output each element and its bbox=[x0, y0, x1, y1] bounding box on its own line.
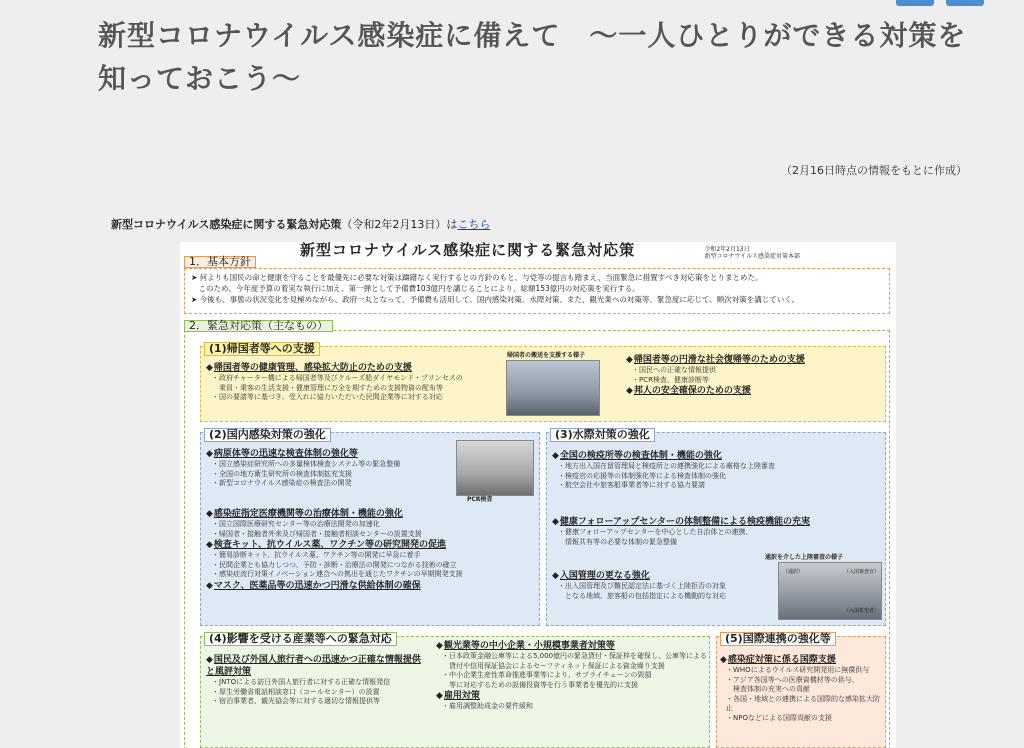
testing-system-item: ・新型コロナウイルス感染症の検査法の開発 bbox=[212, 479, 352, 487]
panel-international-cooperation-title: (5)国際連携の強化等 bbox=[720, 632, 836, 646]
medical-institution-item: ・国立国際医療研究センター等の治療法開発の加速化 bbox=[212, 520, 380, 528]
sme-support-item: 貸付や信用保証協会によるセーフティネット保証による資金繰り支援 bbox=[442, 661, 665, 670]
returnee-health-item: 乗員・乗客の生活支援・健康管理に万全を期すための支援物資の配布等 bbox=[212, 383, 443, 392]
international-support-item: ・アジア各国等への医療資機材等の供与、 bbox=[726, 675, 859, 684]
medical-institution-block bbox=[206, 508, 536, 592]
link-line-bold: 新型コロナウイルス感染症に関する緊急対応策 bbox=[111, 218, 342, 231]
testing-system-item: ・国立感染症研究所への多量検体検査システム等の緊急整備 bbox=[212, 460, 401, 468]
international-support-item: ・各国・地域との連携による国際的な感染拡大防止 bbox=[726, 694, 880, 712]
followup-center-heading: ◆ 健康フォローアップセンターの体制整備による検疫機能の充実 bbox=[552, 516, 884, 528]
information-provision-heading: ◆ 国民及び外国人旅行者への迅速かつ正確な情報提供と風評対策 bbox=[206, 654, 428, 678]
basic-policy-line: ➤ 今後も、事態の状況変化を見極めながら、政府一丸となって、予備費も活用して、国内感染対策、水際対策、また、観光業への対策等、緊急度に応じて、順次対策を講じていく。 bbox=[191, 295, 800, 304]
followup-center-block bbox=[552, 516, 884, 547]
international-support-item: ・WHOによるウイルス研究開発用に無償供与 bbox=[726, 666, 870, 674]
quarantine-item: ・検疫官の応援等の体制強化等による検査体制の強化 bbox=[558, 471, 726, 480]
employment-item: ・雇用調整助成金の要件緩和 bbox=[442, 702, 533, 710]
citizen-safety-heading: ◆ 邦人の安全確保のための支援 bbox=[626, 385, 884, 397]
immigration-control-heading: ◆ 入国管理の更なる強化 bbox=[552, 570, 778, 582]
returnee-transport-photo bbox=[506, 352, 600, 416]
returnee-reintegration-block bbox=[626, 354, 884, 397]
basic-policy-line: ➤ 何よりも国民の命と健康を守ることを最優先に必要な対策は躊躇なく実行するとの方針のもと、与党等の提言も踏まえ、当面緊急に措置すべき対応策をとりまとめた。 bbox=[191, 273, 763, 282]
panel-industry-response-title: (4)影響を受ける産業等への緊急対応 bbox=[204, 632, 397, 646]
doc-title: 新型コロナウイルス感染症に関する緊急対応策 bbox=[300, 242, 636, 259]
international-support-block bbox=[720, 654, 884, 723]
doc-date-line1: 令和2年2月13日 bbox=[704, 246, 750, 253]
research-development-heading: ◆ 検査キット、抗ウイルス薬、ワクチン等の研究開発の促進 bbox=[206, 539, 536, 551]
emergency-measures-link-line bbox=[111, 216, 490, 232]
immigration-review-photo bbox=[765, 554, 882, 620]
international-support-item: 検査体制の充実への貢献 bbox=[726, 685, 810, 693]
basic-policy-label: 1．基本方針 bbox=[184, 256, 256, 268]
top-buttons bbox=[896, 0, 984, 6]
information-provision-item: ・宿泊事業者、観光協会等に対する適切な情報提供等 bbox=[212, 697, 380, 705]
panel-returnee-support-title: (1)帰国者等への支援 bbox=[204, 342, 320, 356]
returnee-reintegration-item: ・国民への正確な情報提供 bbox=[632, 366, 716, 374]
returnee-reintegration-item: ・PCR検査、健康診断等 bbox=[632, 375, 709, 384]
pcr-photo-caption: PCR検査 bbox=[467, 496, 493, 503]
research-development-item: ・簡易診断キット、抗ウイルス薬、ワクチン等の開発に早急に着手 bbox=[212, 551, 421, 559]
testing-system-block bbox=[206, 448, 456, 489]
immigration-control-item: ・出入国管理及び難民認定法に基づく上陸拒否の対象 bbox=[558, 582, 726, 590]
testing-system-heading: ◆ 病原体等の迅速な検査体制の強化等 bbox=[206, 448, 456, 460]
link-line-prefix: は bbox=[446, 218, 458, 231]
print-button[interactable] bbox=[946, 0, 984, 6]
basic-policy-line: このため、今年度予算の着実な執行に加え、第一弾として予備費103億円を講じることにより、総額153億円の対応策を実行する。 bbox=[191, 284, 640, 293]
followup-center-item: ・健康フォローアップセンターを中心とした自治体との連携、 bbox=[558, 528, 753, 536]
returnee-health-item: ・国の要請等に基づき、受入れに協力いただいた民間企業等に対する対応 bbox=[212, 393, 443, 401]
sme-support-item: ・日本政策金融公庫等による5,000億円の緊急貸付・保証枠を確保し、公庫等による bbox=[442, 652, 708, 660]
followup-center-item: 情報共有等の必要な体制の緊急整備 bbox=[558, 537, 677, 546]
research-development-item: ・民間企業とも協力しつつ、予防・診断・治療法の開発につながる技術の確立 bbox=[212, 560, 457, 569]
sme-support-item: ・中小企業生産性革命推進事業等により、サプライチェーンの毀損 bbox=[442, 671, 652, 679]
emergency-measures-label: 2．緊急対応策（主なもの） bbox=[184, 320, 333, 332]
quarantine-heading: ◆ 全国の検疫所等の検査体制・機能の強化 bbox=[552, 450, 884, 462]
doc-date bbox=[704, 246, 800, 260]
pcr-test-photo bbox=[456, 440, 534, 503]
sme-support-block bbox=[436, 640, 708, 712]
basic-policy-box bbox=[184, 268, 890, 314]
quarantine-block bbox=[552, 450, 884, 491]
research-development-item: ・感染症流行対策イノベーション連合への拠出を通じたワクチンの早期開発支援 bbox=[212, 570, 463, 578]
here-link[interactable]: こちら bbox=[457, 218, 491, 231]
panel-domestic-measures-title: (2)国内感染対策の強化 bbox=[204, 428, 331, 442]
sme-support-item: 等に対応するための設備投資等を行う事業者を優先的に支援 bbox=[442, 680, 638, 689]
immigration-photo-caption: 通訳を介した上陸審査の様子 bbox=[765, 554, 844, 561]
employment-heading: ◆ 雇用対策 bbox=[436, 690, 708, 702]
as-of-note: （2月16日時点の情報をもとに作成） bbox=[781, 164, 967, 177]
returnee-reintegration-heading: ◆ 帰国者等の円滑な社会復帰等のための支援 bbox=[626, 354, 884, 366]
quarantine-item: ・地方出入国在留管理局と検疫所との連携強化による厳格な上陸審査 bbox=[558, 462, 775, 470]
information-provision-block bbox=[206, 654, 428, 707]
medical-institution-item: ・帰国者・接触者外来及び帰国者・接触者相談センターの設置支援 bbox=[212, 529, 422, 538]
information-provision-item: ・JNTOによる訪日外国人旅行者に対する正確な情報発信 bbox=[212, 678, 391, 686]
returnee-health-block bbox=[206, 362, 506, 403]
emergency-measures-document-image bbox=[180, 242, 896, 748]
doc-date-line2: 新型コロナウイルス感染症対策本部 bbox=[704, 253, 800, 260]
sme-support-heading: ◆ 観光業等の中小企業・小規模事業者対策等 bbox=[436, 640, 708, 652]
returnee-photo-caption: 帰国者の搬送を支援する様子 bbox=[507, 352, 586, 359]
immigration-control-item: となる地域、旅客船の包括指定による機動的な対応 bbox=[558, 591, 726, 600]
international-support-item: ・NPOなどによる国際貢献の支援 bbox=[726, 713, 832, 722]
testing-system-item: ・全国の地方衛生研究所の検査体制拡充支援 bbox=[212, 469, 352, 478]
share-button[interactable] bbox=[896, 0, 934, 6]
returnee-health-heading: ◆ 帰国者等の健康管理、感染拡大防止のための支援 bbox=[206, 362, 506, 374]
link-line-date: （令和2年2月13日） bbox=[341, 218, 447, 231]
photo-label-applicant: （入国希望者） bbox=[843, 608, 879, 614]
international-support-heading: ◆ 感染症対策に係る国際支援 bbox=[720, 654, 884, 666]
photo-label-interpreter: （通訳） bbox=[783, 569, 804, 575]
mask-supply-heading: ◆ マスク、医薬品等の迅速かつ円滑な供給体制の確保 bbox=[206, 580, 536, 592]
immigration-control-block bbox=[552, 570, 778, 601]
page-title: 新型コロナウイルス感染症に備えて ～一人ひとりができる対策を知っておこう～ bbox=[98, 19, 967, 95]
photo-label-officer: （入国審査官） bbox=[843, 569, 879, 575]
panel-border-measures-title: (3)水際対策の強化 bbox=[550, 428, 655, 442]
medical-institution-heading: ◆ 感染症指定医療機関等の治療体制・機能の強化 bbox=[206, 508, 536, 520]
quarantine-item: ・航空会社や旅客船事業者等に対する協力要請 bbox=[558, 481, 705, 489]
returnee-health-item: ・政府チャーター機による帰国者等及びクルーズ船ダイヤモンド・プリンセスの bbox=[212, 374, 463, 382]
information-provision-item: ・厚生労働省電話相談窓口（コールセンター）の設置 bbox=[212, 687, 380, 696]
